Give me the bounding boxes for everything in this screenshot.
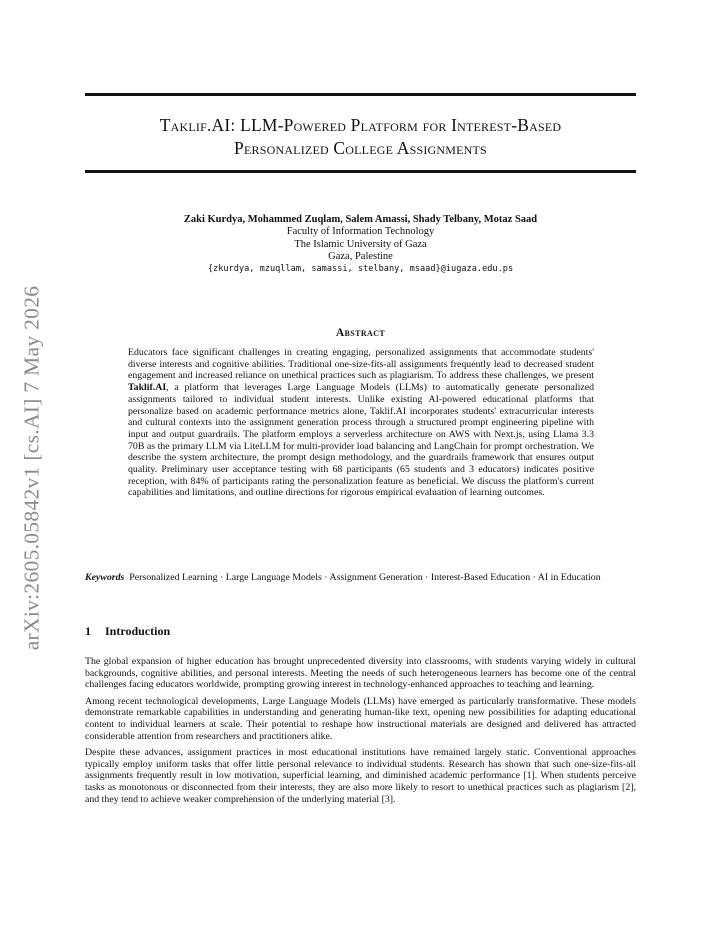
introduction-body bbox=[85, 656, 636, 810]
section-title: Introduction bbox=[105, 624, 171, 638]
author-block bbox=[85, 214, 636, 275]
abstract-text-part-1: Educators face significant challenges in creating engaging, personalized assignments that accommodate students' diverse interests and cognitive abilities. Traditional one-size-fits-all assignments frequently lead to decreased student engagement and increased reliance on unethical practices such as plagiarism. To address these challenges, we present bbox=[128, 347, 594, 382]
abstract-text bbox=[128, 347, 594, 499]
author-emails: {zkurdya, mzuqllam, samassi, stelbany, msaad}@iugaza.edu.ps bbox=[207, 264, 514, 275]
arxiv-sidebar bbox=[16, 268, 48, 668]
author-names: Zaki Kurdya, Mohammed Zuqlam, Salem Amassi, Shady Telbany, Motaz Saad bbox=[183, 214, 538, 225]
abstract-heading: Abstract bbox=[335, 327, 386, 339]
section-heading-introduction bbox=[85, 624, 170, 639]
affiliation-university: The Islamic University of Gaza bbox=[294, 238, 427, 250]
arxiv-identifier: arXiv:2605.05842v1 [cs.AI] 7 May 2026 bbox=[19, 285, 44, 651]
title-line-1: Taklif.AI: LLM-Powered Platform for Interest-Based bbox=[159, 115, 562, 135]
keywords-block bbox=[85, 572, 636, 584]
keywords-list: Personalized Learning · Large Language Models · Assignment Generation · Interest-Based Education · AI in Education bbox=[129, 572, 601, 583]
title-rule-bottom bbox=[85, 170, 636, 173]
paper-title bbox=[85, 114, 636, 160]
affiliation-faculty: Faculty of Information Technology bbox=[286, 226, 435, 238]
paragraph: The global expansion of higher education has brought unprecedented diversity into classrooms, with students varying widely in cultural backgrounds, cognitive abilities, and personal interests. Meeting the needs of such heterogeneous learners has become one of the central challenges facing educators worldwide, prompting growing interest in technology-enhanced approaches to teaching and learning. bbox=[85, 656, 636, 691]
title-rule-top bbox=[85, 93, 636, 96]
paragraph: Despite these advances, assignment practices in most educational institutions have remained largely static. Conventional approaches typically employ uniform tasks that offer little personal relevance to individual students. Research has shown that such one-size-fits-all assignments frequently result in low motivation, superficial learning, and diminished academic performance [1]. When students perceive tasks as monotonous or disconnected from their interests, they are also more likely to resort to unethical practices such as plagiarism [2], and they tend to achieve weaker comprehension of the underlying material [3]. bbox=[85, 747, 636, 805]
keywords-label: Keywords bbox=[85, 572, 125, 583]
section-number: 1 bbox=[85, 624, 91, 638]
abstract-text-part-2: , a platform that leverages Large Language Models (LLMs) to automatically generate personalized assignments tailored to individual student interests. Unlike existing AI-powered educational platforms that personalize based on academic performance metrics alone, Taklif.AI incorporates students' extracurricular interests and cultural contexts into the assignment generation process through a structured prompt engineering pipeline with input and output guardrails. The platform employs a serverless architecture on AWS with Next.js, using Llama 3.3 70B as the primary LLM via LiteLLM for multi-provider load balancing and LangChain for prompt orchestration. We describe the system architecture, the prompt design methodology, and the guardrails framework that ensures output quality. Preliminary user acceptance testing with 68 participants (65 students and 3 educators) indicates positive reception, with 84% of participants rating the personalization feature as beneficial. We discuss the platform's current capabilities and limitations, and outline directions for rigorous empirical evaluation of learning outcomes. bbox=[128, 382, 594, 499]
platform-name: Taklif.AI bbox=[128, 382, 167, 394]
affiliation-location: Gaza, Palestine bbox=[328, 250, 393, 262]
title-line-2: Personalized College Assignments bbox=[234, 138, 487, 158]
paragraph: Among recent technological developments, Large Language Models (LLMs) have emerged as particularly transformative. These models demonstrate remarkable capabilities in understanding and generating human-like text, opening new possibilities for adapting educational content to individual learners at scale. Their potential to reshape how instructional materials are designed and delivered has attracted considerable attention from researchers and practitioners alike. bbox=[85, 695, 636, 742]
